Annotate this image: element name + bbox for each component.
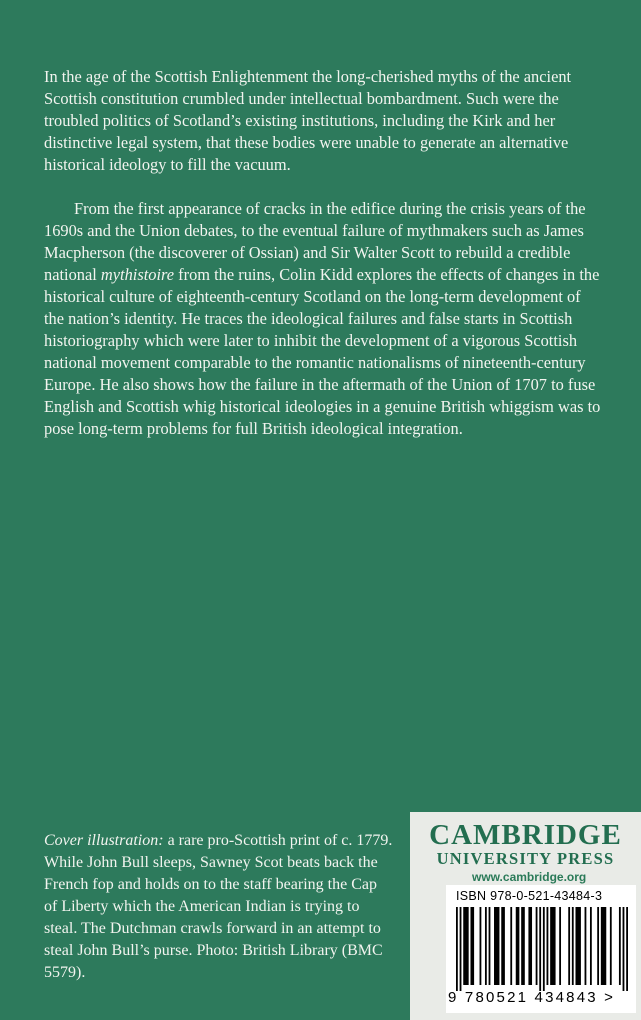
barcode-bar <box>543 907 545 991</box>
barcode-bar <box>539 907 541 991</box>
barcode-bars-icon <box>456 907 628 991</box>
caption-label: Cover illustration: <box>44 832 164 849</box>
barcode-bar <box>516 907 520 985</box>
barcode-bar <box>619 907 621 985</box>
barcode-bar <box>568 907 570 985</box>
barcode-bar <box>494 907 499 985</box>
barcode-bar <box>590 907 592 985</box>
barcode-bar <box>485 907 487 985</box>
barcode-bar <box>510 907 512 985</box>
barcode-bar <box>610 907 612 985</box>
barcode-bar <box>480 907 482 985</box>
barcode-bar <box>456 907 458 991</box>
barcode-bar <box>626 907 628 991</box>
publisher-name: CAMBRIDGE <box>429 819 622 851</box>
cover-illustration-caption <box>44 830 394 984</box>
barcode-bar <box>470 907 474 985</box>
barcode-bar <box>536 907 538 985</box>
blurb <box>44 66 604 440</box>
barcode-bar <box>550 907 555 985</box>
barcode-bar <box>572 907 574 985</box>
caption-text: a rare pro-Scottish print of c. 1779. While John Bull sleeps, Sawney Scot beats back the French fop and holds on to the staff bearing the Cap of Liberty which the American Indian is trying to steal. The Dutchman crawls forward in an attempt to steal John Bull’s purse. Photo: British Library (BMC 5579). <box>44 832 393 981</box>
publisher-panel <box>410 812 641 1020</box>
barcode-bar <box>460 907 462 991</box>
blurb-paragraph-2-end: from the ruins, Colin Kidd explores the effects of changes in the historical culture of eighteenth-century Scotland on the long-term development of the nation’s identity. He traces the ideological failures and false starts in Scottish historiography which were later to inhibit the development of a vigorous Scottish national movement comparable to the romantic nationalisms of nineteenth-century Europe. He also shows how the failure in the aftermath of the Union of 1707 to fuse English and Scottish whig historical ideologies in a genuine British whiggism was to pose long-term problems for full British ideological integration. <box>44 265 601 438</box>
isbn-label: ISBN 978-0-521-43484-3 <box>456 889 603 903</box>
publisher-logo <box>410 820 641 885</box>
barcode-box <box>446 885 636 1013</box>
barcode-bar <box>501 907 505 985</box>
barcode-bar <box>601 907 606 985</box>
barcode-bar <box>528 907 532 985</box>
barcode-bar <box>559 907 561 985</box>
barcode-bar <box>597 907 599 985</box>
barcode-bar <box>521 907 525 985</box>
blurb-paragraph-2 <box>44 198 604 440</box>
publisher-subtitle: UNIVERSITY PRESS <box>436 849 615 868</box>
publisher-url: www.cambridge.org <box>472 870 587 884</box>
blurb-paragraph-2-start: From the first appearance of cracks in the edifice during the crisis years of the 1690s and the Union debates, to the eventual failure of mythmakers such as James Macpherson (the discoverer of Ossian) and Sir Walter Scott to rebuild a credible national <box>44 199 586 284</box>
barcode-bar <box>489 907 491 985</box>
mythistoire-term: mythistoire <box>100 265 175 284</box>
barcode-bar <box>547 907 549 985</box>
barcode-digits: 9 780521 434843 > <box>448 989 616 1006</box>
barcode-bar <box>623 907 625 991</box>
barcode-bar <box>463 907 468 985</box>
blurb-paragraph-1: In the age of the Scottish Enlightenment the long-cherished myths of the ancient Scottish constitution crumbled under intellectual bombardment. Such were the troubled politics of Scotland’s existing institutions, including the Kirk and her distinctive legal system, that these bodies were unable to generate an alternative historical ideology to fill the vacuum. <box>44 67 572 174</box>
barcode-bar <box>585 907 587 985</box>
barcode-bar <box>575 907 580 985</box>
